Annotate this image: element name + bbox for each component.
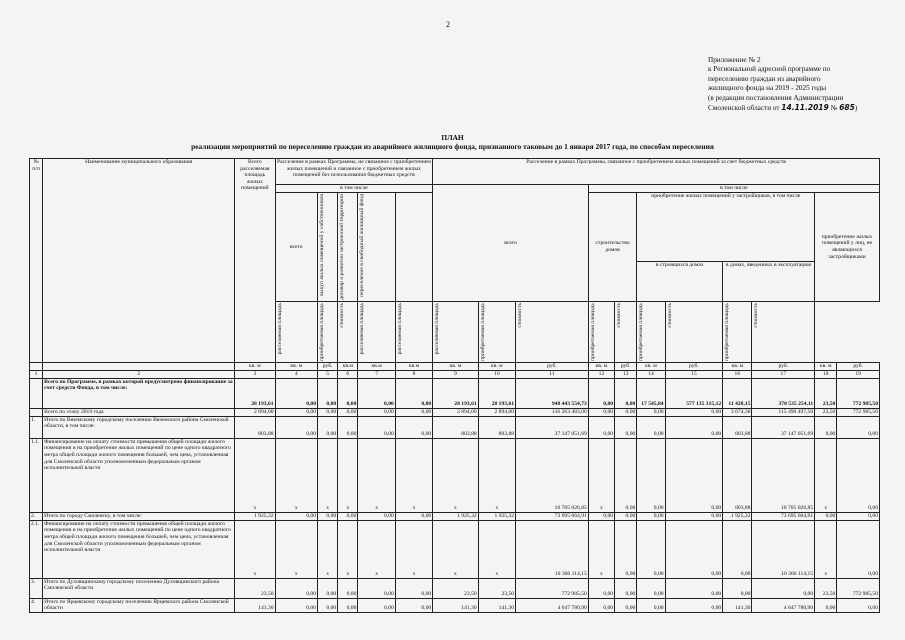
header-construction: строительство домов bbox=[588, 193, 636, 302]
row-value: 772 985,50 bbox=[837, 378, 880, 408]
row-value: 0,00 bbox=[837, 512, 880, 520]
row-value: 0,00 bbox=[275, 378, 317, 408]
row-value: 0,00 bbox=[637, 416, 665, 438]
column-number: 16 bbox=[723, 370, 752, 378]
row-value: 10 366 114,15 bbox=[516, 520, 589, 578]
row-value: x bbox=[395, 438, 432, 512]
row-value: x bbox=[358, 438, 395, 512]
row-value: 23,50 bbox=[433, 578, 478, 598]
row-value: 0,00 bbox=[318, 578, 338, 598]
row-value: 141,30 bbox=[235, 598, 275, 612]
row-value: 0,00 bbox=[665, 438, 723, 512]
row-value: 17 545,84 bbox=[637, 378, 665, 408]
row-value: 0,00 bbox=[665, 512, 723, 520]
row-value: 0,00 bbox=[665, 578, 723, 598]
sub-resettled bbox=[275, 301, 317, 362]
table-row bbox=[30, 520, 880, 578]
unit-cell: руб. bbox=[615, 362, 637, 370]
unit-cell: руб. bbox=[318, 362, 338, 370]
row-value: 73 695 664,91 bbox=[516, 512, 589, 520]
row-name: Итого по Ярцевскому городскому поселению Ярцевского района Смоленской области bbox=[43, 598, 235, 612]
unit-cell bbox=[30, 362, 43, 370]
row-value: 0,00 bbox=[615, 578, 637, 598]
header-buyout bbox=[318, 193, 338, 302]
row-value: 0,00 bbox=[395, 378, 432, 408]
row-value: 3 674,38 bbox=[723, 408, 752, 416]
row-value: x bbox=[478, 438, 515, 512]
appendix-line: к Региональной адресной программе по bbox=[708, 65, 831, 74]
row-value: 772 985,50 bbox=[837, 408, 880, 416]
row-value: 0,00 bbox=[815, 598, 837, 612]
row-value: 0,00 bbox=[338, 598, 358, 612]
row-value: 141,30 bbox=[478, 598, 515, 612]
row-value: 0,00 bbox=[588, 512, 614, 520]
row-value: 1 925,32 bbox=[235, 512, 275, 520]
row-value: 0,00 bbox=[723, 578, 752, 598]
row-value: 0,00 bbox=[637, 512, 665, 520]
row-value: 0,00 bbox=[637, 578, 665, 598]
unit-cell bbox=[43, 362, 235, 370]
header-acq-nondev: приобретение жилых помещений у лиц, не являющихся застройщиками bbox=[815, 193, 880, 302]
row-value: 0,00 bbox=[395, 578, 432, 598]
unit-cell: кв. м bbox=[815, 362, 837, 370]
appendix-line: (в редакции постановления Администрации bbox=[708, 93, 844, 102]
row-value: 11 428,15 bbox=[723, 378, 752, 408]
sub-acquired-text: приобретаемая площадь bbox=[589, 302, 596, 361]
row-value: 2 894,00 bbox=[433, 408, 478, 416]
header-transfer bbox=[358, 193, 395, 302]
unit-cell: кв. м bbox=[275, 362, 317, 370]
row-value: 37 147 051,69 bbox=[516, 416, 589, 438]
row-name: Финансирование на оплату стоимости превышения общей площади жилого помещения и на приобретение жилых помещений по цене одного квадратного метра общей площади жилого помещения большей, чем цена, установленная для Смоленской области уполномоченным федеральным органом исполнительной власти bbox=[43, 438, 235, 512]
row-value: 28 193,61 bbox=[433, 378, 478, 408]
row-value: 141,30 bbox=[433, 598, 478, 612]
row-value: 0,00 bbox=[637, 438, 665, 512]
row-value: x bbox=[433, 520, 478, 578]
row-value: 0,00 bbox=[665, 416, 723, 438]
row-value: 948 443 554,73 bbox=[516, 378, 589, 408]
row-value: 0,00 bbox=[358, 512, 395, 520]
row-value: 370 535 254,11 bbox=[752, 378, 815, 408]
row-value: 0,00 bbox=[358, 416, 395, 438]
column-number: 5 bbox=[318, 370, 338, 378]
row-value: 23,50 bbox=[815, 378, 837, 408]
column-number: 10 bbox=[478, 370, 515, 378]
page-number: 2 bbox=[446, 20, 450, 29]
row-number bbox=[30, 378, 43, 408]
header-agreement-text: договор о развитии застроенной территории bbox=[339, 194, 346, 300]
row-value: x bbox=[478, 520, 515, 578]
row-value: 0,00 bbox=[395, 416, 432, 438]
appendix-line: переселению граждан из аварийного bbox=[708, 74, 821, 83]
row-value: 0,00 bbox=[338, 378, 358, 408]
row-value: 0,00 bbox=[338, 578, 358, 598]
row-value: 0,00 bbox=[395, 512, 432, 520]
handwritten-number: 685 bbox=[839, 103, 855, 113]
sub-cost-text: стоимость bbox=[517, 302, 524, 328]
table-row bbox=[30, 438, 880, 512]
row-value: x bbox=[338, 520, 358, 578]
table-row bbox=[30, 512, 880, 520]
sub-resettled-text: расселяемая площадь bbox=[359, 302, 366, 355]
row-value: 23,50 bbox=[815, 408, 837, 416]
header-blank bbox=[395, 193, 432, 302]
row-value: 0,00 bbox=[637, 408, 665, 416]
row-value: 1 925,32 bbox=[433, 512, 478, 520]
column-number: 14 bbox=[637, 370, 665, 378]
row-value: x bbox=[318, 438, 338, 512]
unit-cell: кв.м bbox=[338, 362, 358, 370]
row-value: 1 925,32 bbox=[478, 512, 515, 520]
row-value: x bbox=[815, 438, 837, 512]
row-value: 0,00 bbox=[395, 598, 432, 612]
row-value: 0,00 bbox=[588, 578, 614, 598]
column-number: 3 bbox=[235, 370, 275, 378]
unit-cell: руб. bbox=[516, 362, 589, 370]
row-value: 0,00 bbox=[837, 438, 880, 512]
row-name: Всего по этапу 2019 года bbox=[43, 408, 235, 416]
row-value: 1 925,32 bbox=[723, 512, 752, 520]
row-value: 0,00 bbox=[318, 378, 338, 408]
header-agreement bbox=[338, 193, 358, 302]
row-value: 4 647 780,90 bbox=[752, 598, 815, 612]
row-value: 0,00 bbox=[615, 416, 637, 438]
sub-resettled-text: расселяемая площадь bbox=[276, 302, 283, 355]
sub-resettled-text: расселяемая площадь bbox=[434, 302, 441, 355]
row-value: 28 193,61 bbox=[478, 378, 515, 408]
row-value: 0,00 bbox=[358, 378, 395, 408]
row-value: x bbox=[395, 520, 432, 578]
header-in-commissioned: в домах, введенных в эксплуатацию bbox=[723, 262, 815, 302]
row-value: 10 705 026,85 bbox=[752, 438, 815, 512]
row-value: 0,00 bbox=[338, 408, 358, 416]
row-value: 23,50 bbox=[815, 578, 837, 598]
header-group-b: Расселение в рамках Программы, связанное с приобретением жилых помещений за счет бюджетных средств bbox=[433, 159, 880, 185]
unit-cell: руб. bbox=[665, 362, 723, 370]
row-value: 0,00 bbox=[615, 512, 637, 520]
row-value: 0,00 bbox=[588, 598, 614, 612]
column-number: 4 bbox=[275, 370, 317, 378]
table-row bbox=[30, 408, 880, 416]
row-value: 0,00 bbox=[275, 408, 317, 416]
sub-acquired bbox=[637, 301, 665, 362]
column-number: 7 bbox=[358, 370, 395, 378]
row-value: 115 490 497,50 bbox=[752, 408, 815, 416]
unit-cell: кв.м bbox=[358, 362, 395, 370]
title-block bbox=[0, 133, 905, 151]
row-name: Финансирование на оплату стоимости превышения общей площади жилого помещения и на приобретение жилых помещений по цене одного квадратного метра общей площади жилого помещения большей, чем цена, установленная для Смоленской области уполномоченным федеральным органом исполнительной власти bbox=[43, 520, 235, 578]
column-number: 1 bbox=[30, 370, 43, 378]
header-total-b: всего bbox=[433, 185, 589, 302]
header-total-a: всего bbox=[275, 193, 317, 302]
row-number bbox=[30, 408, 43, 416]
column-number: 2 bbox=[43, 370, 235, 378]
row-value: 0,00 bbox=[318, 416, 338, 438]
sub-acquired bbox=[478, 301, 515, 362]
sub-resettled bbox=[395, 301, 432, 362]
row-value: x bbox=[318, 520, 338, 578]
row-number: 2. bbox=[30, 512, 43, 520]
row-value: 0,00 bbox=[615, 520, 637, 578]
row-value: 0,00 bbox=[615, 408, 637, 416]
row-value: 0,00 bbox=[275, 512, 317, 520]
sub-acquired-text: приобретаемая площадь bbox=[479, 302, 486, 361]
header-incl: в том числе bbox=[275, 185, 433, 193]
row-value: 141,30 bbox=[723, 598, 752, 612]
row-value: 0,00 bbox=[588, 378, 614, 408]
plan-table-wrapper bbox=[29, 158, 880, 613]
header-incl: в том числе bbox=[588, 185, 879, 193]
row-value: 0,00 bbox=[275, 598, 317, 612]
header-in-constructing: в строящихся домах bbox=[637, 262, 723, 302]
row-value: 0,00 bbox=[358, 408, 395, 416]
row-value: 0,00 bbox=[665, 520, 723, 578]
unit-cell: кв.м bbox=[395, 362, 432, 370]
unit-cell: руб. bbox=[752, 362, 815, 370]
row-value: 772 985,50 bbox=[837, 578, 880, 598]
row-value: 0,00 bbox=[815, 512, 837, 520]
row-value: 0,00 bbox=[588, 408, 614, 416]
row-value: 2 894,00 bbox=[235, 408, 275, 416]
row-value: 0,00 bbox=[637, 598, 665, 612]
row-value: 0,00 bbox=[318, 512, 338, 520]
row-value: 803,88 bbox=[235, 416, 275, 438]
row-value: 0,00 bbox=[837, 416, 880, 438]
sub-acquired bbox=[318, 301, 338, 362]
row-value: x bbox=[815, 520, 837, 578]
column-number: 11 bbox=[516, 370, 589, 378]
sub-acquired bbox=[723, 301, 752, 362]
row-number: 3. bbox=[30, 578, 43, 598]
row-value: 0,00 bbox=[358, 598, 395, 612]
sub-resettled-text: расселяемая площадь bbox=[396, 302, 403, 355]
column-number: 18 bbox=[815, 370, 837, 378]
row-name: Итого по городу Смоленску, в том числе: bbox=[43, 512, 235, 520]
row-value: x bbox=[588, 438, 614, 512]
row-value: 0,00 bbox=[723, 520, 752, 578]
row-value: 0,00 bbox=[338, 416, 358, 438]
sub-cost-text: стоимость bbox=[753, 302, 760, 328]
row-name: Всего по Программе, в рамках которой предусмотрено финансирование за счет средств Фонда, в том числе: bbox=[43, 378, 235, 408]
sub-cost-text: стоимость bbox=[666, 302, 673, 328]
appendix-line: Приложение № 2 bbox=[708, 56, 761, 64]
header-name: Наименование муниципального образования bbox=[43, 159, 235, 363]
sub-acquired-text: приобретаемая площадь bbox=[638, 302, 645, 361]
sub-resettled bbox=[358, 301, 395, 362]
row-value: 23,50 bbox=[478, 578, 515, 598]
row-value: 0,00 bbox=[588, 416, 614, 438]
sub-cost-text: стоимость bbox=[339, 302, 346, 328]
row-value: 0,00 bbox=[275, 578, 317, 598]
sub-cost bbox=[752, 301, 815, 362]
sub-acquired-text: приобретаемая площадь bbox=[724, 302, 731, 361]
row-value: 577 135 315,12 bbox=[665, 378, 723, 408]
row-value: 0,00 bbox=[665, 408, 723, 416]
unit-cell: руб. bbox=[837, 362, 880, 370]
row-value: x bbox=[235, 438, 275, 512]
unit-cell: кв. м bbox=[433, 362, 478, 370]
table-row bbox=[30, 378, 880, 408]
row-value: 772 985,50 bbox=[516, 578, 589, 598]
plan-subtitle: реализации мероприятий по переселению граждан из аварийного жилищного фонда, признанного таковым до 1 января 2017 года, по способам переселения bbox=[191, 142, 714, 151]
unit-cell: кв. м bbox=[588, 362, 614, 370]
row-value: 0,00 bbox=[837, 520, 880, 578]
row-value: 0,00 bbox=[815, 416, 837, 438]
column-number: 6 bbox=[338, 370, 358, 378]
row-value: 37 147 051,69 bbox=[752, 416, 815, 438]
table-row bbox=[30, 598, 880, 612]
row-value: 73 695 664,91 bbox=[752, 512, 815, 520]
row-number: 4. bbox=[30, 598, 43, 612]
header-num: № п/п bbox=[30, 159, 43, 363]
row-value: x bbox=[358, 520, 395, 578]
row-value: 23,50 bbox=[235, 578, 275, 598]
column-number: 19 bbox=[837, 370, 880, 378]
row-value: 0,00 bbox=[752, 578, 815, 598]
row-value: 2 894,00 bbox=[478, 408, 515, 416]
sub-cost-text: стоимость bbox=[616, 302, 623, 328]
header-group-a: Расселение в рамках Программы, не связанное с приобретением жилых помещений и связанное с приобретением жилых помещений без использования бюджетных средств bbox=[275, 159, 433, 185]
row-name: Итого по Вяземскому городскому поселению Вяземского района Смоленской области, в том числе: bbox=[43, 416, 235, 438]
row-value: x bbox=[588, 520, 614, 578]
header-total-area: Всего расселяемая площадь жилых помещений bbox=[235, 159, 275, 363]
row-value: 0,00 bbox=[395, 408, 432, 416]
sub-acquired-text: приобретаемая площадь bbox=[319, 302, 325, 361]
header-acq-builders: приобретение жилых помещений у застройщиков, в том числе bbox=[637, 193, 815, 262]
unit-cell: кв. м bbox=[478, 362, 515, 370]
row-value: x bbox=[235, 520, 275, 578]
number-label: № bbox=[830, 104, 838, 113]
row-value: 116 263 483,00 bbox=[516, 408, 589, 416]
row-value: 0,00 bbox=[318, 408, 338, 416]
header-transfer-text: переселение в свободный жилищный фонд bbox=[359, 194, 366, 297]
handwritten-date: 14.11.2019 bbox=[781, 103, 829, 113]
column-number: 17 bbox=[752, 370, 815, 378]
plan-table bbox=[29, 158, 880, 613]
row-value: 4 647 780,90 bbox=[516, 598, 589, 612]
row-value: 803,88 bbox=[723, 416, 752, 438]
table-row bbox=[30, 578, 880, 598]
row-value: 10 366 114,15 bbox=[752, 520, 815, 578]
row-value: 0,00 bbox=[615, 598, 637, 612]
row-value: 803,88 bbox=[478, 416, 515, 438]
plan-title: ПЛАН bbox=[441, 133, 464, 142]
unit-cell: кв. м bbox=[723, 362, 752, 370]
row-value: x bbox=[275, 520, 317, 578]
row-value: 0,00 bbox=[275, 416, 317, 438]
row-value: 0,00 bbox=[637, 520, 665, 578]
column-number: 8 bbox=[395, 370, 432, 378]
appendix-line-date: Смоленской области от 14.11.2019 № 685) bbox=[708, 103, 858, 113]
table-row bbox=[30, 416, 880, 438]
row-number: 1.1. bbox=[30, 438, 43, 512]
header-buyout-text: выкуп жилых помещений у собственников bbox=[319, 194, 325, 296]
appendix-line: Смоленской области от bbox=[708, 104, 780, 113]
appendix-line: жилищного фонда на 2019 - 2025 годы bbox=[708, 84, 827, 93]
sub-cost bbox=[516, 301, 589, 362]
row-value: 0,00 bbox=[615, 378, 637, 408]
sub-cost bbox=[338, 301, 358, 362]
row-value: 10 705 026,85 bbox=[516, 438, 589, 512]
row-value: 28 193,61 bbox=[235, 378, 275, 408]
row-number: 2.1. bbox=[30, 520, 43, 578]
sub-cost bbox=[615, 301, 637, 362]
row-value: x bbox=[338, 438, 358, 512]
sub-acquired bbox=[588, 301, 614, 362]
sub-resettled bbox=[433, 301, 478, 362]
column-number: 12 bbox=[588, 370, 614, 378]
row-value: 0,00 bbox=[338, 512, 358, 520]
row-value: 0,00 bbox=[837, 598, 880, 612]
column-number: 9 bbox=[433, 370, 478, 378]
row-value: 803,88 bbox=[433, 416, 478, 438]
column-number: 15 bbox=[665, 370, 723, 378]
row-value: x bbox=[433, 438, 478, 512]
unit-cell: кв. м bbox=[235, 362, 275, 370]
row-value: 0,00 bbox=[665, 598, 723, 612]
row-value: 803,88 bbox=[723, 438, 752, 512]
column-number: 13 bbox=[615, 370, 637, 378]
sub-cost bbox=[665, 301, 723, 362]
row-value: 0,00 bbox=[615, 438, 637, 512]
row-name: Итого по Духовщинскому городскому поселению Духовщинского района Смоленской области bbox=[43, 578, 235, 598]
row-value: x bbox=[275, 438, 317, 512]
row-value: 0,00 bbox=[318, 598, 338, 612]
row-value: 0,00 bbox=[358, 578, 395, 598]
row-number: 1. bbox=[30, 416, 43, 438]
appendix-block bbox=[708, 56, 898, 113]
unit-cell: кв. м bbox=[637, 362, 665, 370]
